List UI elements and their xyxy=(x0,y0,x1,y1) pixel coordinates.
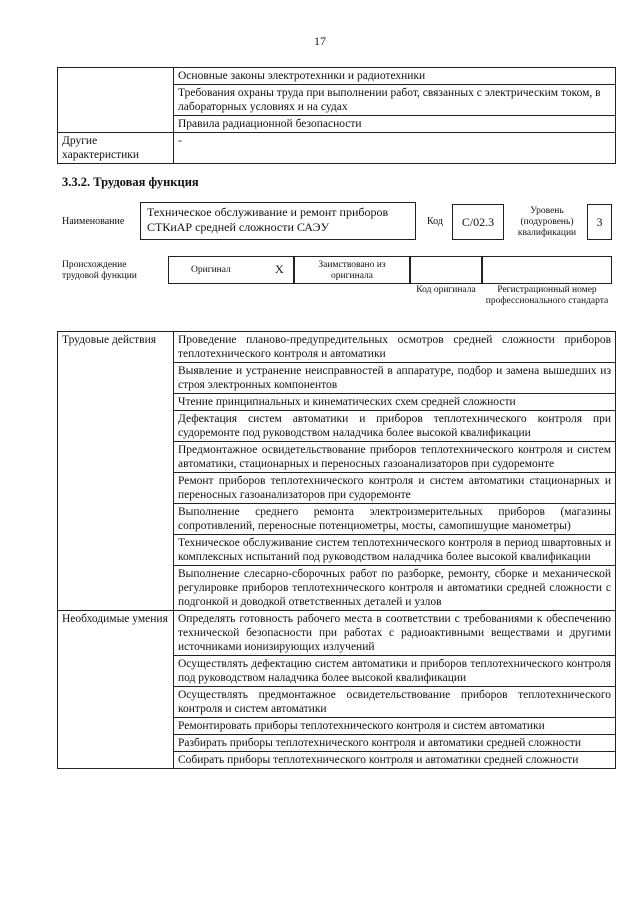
section-title: 3.3.2. Трудовая функция xyxy=(62,175,199,189)
origin-original-cell xyxy=(168,256,294,284)
table-cell-item: Определять готовность рабочего места в соответствии с требованиями к обеспечению технической безопасности при работах с радиоактивными веществами и другими источниками ионизирующих излучений xyxy=(174,611,616,656)
table-cell-item: Выявление и устранение неисправностей в аппаратуре, подбор и замена вышедших из строя электронных компонентов xyxy=(174,363,616,394)
table-cell-item: Собирать приборы теплотехнического контроля и автоматики средней сложности xyxy=(174,752,616,769)
code-label: Код xyxy=(427,216,443,227)
page-number: 17 xyxy=(314,34,326,48)
table-cell-item: Дефектация систем автоматики и приборов теплотехнического контроля при судоремонте под руководством наладчика более высокой квалификации xyxy=(174,411,616,442)
table-row xyxy=(58,68,616,85)
function-name-box: Техническое обслуживание и ремонт приборов СТКиАР средней сложности САЭУ xyxy=(140,202,416,240)
table-row xyxy=(58,332,616,363)
table-row xyxy=(58,133,616,164)
table-cell-right: Правила радиационной безопасности xyxy=(174,116,616,133)
table-cell-item: Проведение планово-предупредительных осмотров средней сложности приборов теплотехнического контроля и автоматики xyxy=(174,332,616,363)
table-cell-item: Разбирать приборы теплотехнического контроля и автоматики средней сложности xyxy=(174,735,616,752)
table-cell-item: Выполнение среднего ремонта электроизмерительных приборов (магазины сопротивлений, переносные потенциометры, мосты, самопишущие манометры) xyxy=(174,504,616,535)
origin-reg-cell xyxy=(482,256,612,284)
table-cell-item: Осуществлять предмонтажное освидетельствование приборов теплотехнического контроля и систем автоматики xyxy=(174,687,616,718)
group-label: Необходимые умения xyxy=(58,611,174,769)
function-code-box: С/02.3 xyxy=(452,204,504,240)
function-table xyxy=(57,331,616,769)
group-label: Трудовые действия xyxy=(58,332,174,611)
code-caption: Код оригинала xyxy=(416,285,476,295)
table-cell-item: Ремонт приборов теплотехнического контроля и систем автоматики стационарных и переносных газоанализаторов при судоремонте xyxy=(174,473,616,504)
table-cell-left xyxy=(58,68,174,133)
table-cell-item: Чтение принципиальных и кинематических схем средней сложности xyxy=(174,394,616,411)
origin-code-cell xyxy=(410,256,482,284)
table-cell-left: Другие характеристики xyxy=(58,133,174,164)
table-cell-item: Техническое обслуживание систем теплотехнического контроля в период швартовных и комплексных испытаний под руководством наладчика более высокой квалификации xyxy=(174,535,616,566)
original-mark: X xyxy=(275,262,284,276)
origin-label: Происхождение трудовой функции xyxy=(62,260,137,281)
table-row xyxy=(58,611,616,656)
reg-caption: Регистрационный номер профессионального стандарта xyxy=(485,285,609,306)
borrowed-label: Заимствовано из оригинала xyxy=(318,260,386,281)
table-cell-item: Ремонтировать приборы теплотехнического контроля и систем автоматики xyxy=(174,718,616,735)
qualification-level-box: 3 xyxy=(587,204,612,240)
origin-borrowed-cell xyxy=(294,256,410,284)
table-cell-item: Предмонтажное освидетельствование приборов теплотехнического контроля и систем автоматики, стационарных и переносных газоанализаторов при судоремонте xyxy=(174,442,616,473)
name-label: Наименование xyxy=(62,216,125,227)
knowledge-table xyxy=(57,67,616,164)
table-cell-right: Основные законы электротехники и радиотехники xyxy=(174,68,616,85)
original-label: Оригинал xyxy=(191,265,231,275)
table-cell-right: - xyxy=(174,133,616,164)
table-cell-item: Осуществлять дефектацию систем автоматики и приборов теплотехнического контроля под руководством наладчика более высокой квалификации xyxy=(174,656,616,687)
table-cell-right: Требования охраны труда при выполнении работ, связанных с электрическим током, в лабораторных условиях и на судах xyxy=(174,85,616,116)
level-label: Уровень (подуровень) квалификации xyxy=(517,206,577,238)
table-cell-item: Выполнение слесарно-сборочных работ по разборке, ремонту, сборке и механической регулировке приборов теплотехнического контроля и автоматики средней сложности с подгонкой и доводкой ответственных деталей и узлов xyxy=(174,566,616,611)
